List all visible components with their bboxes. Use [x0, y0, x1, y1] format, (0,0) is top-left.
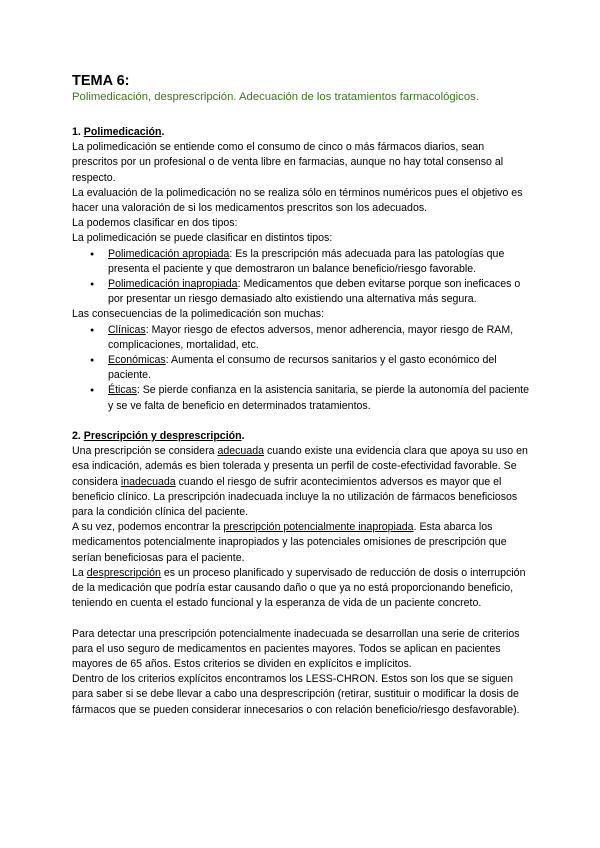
paragraph: La polimedicación se puede clasificar en distintos tipos: — [72, 232, 333, 245]
spacer — [72, 414, 530, 429]
list-item-text: : Mayor riesgo de efectos adversos, menor adherencia, mayor riesgo de RAM, complicaciones, mortalidad, etc. — [108, 323, 514, 351]
list-item-term: Polimedicación inapropiada — [108, 278, 238, 291]
section-1-number: 1. — [72, 126, 84, 138]
types-list — [72, 247, 530, 308]
term-inadecuada: inadecuada — [120, 475, 176, 488]
section-2-dot: . — [241, 430, 245, 443]
section-1-title: Polimedicación — [83, 126, 162, 138]
consequences-list — [72, 323, 530, 414]
list-item — [108, 383, 530, 413]
paragraph — [72, 520, 530, 566]
section-1-dot: . — [161, 126, 165, 138]
term-desprescripcion: desprescripción — [86, 566, 161, 579]
list-item-text: : Aumenta el consumo de recursos sanitarios y el gasto económico del paciente. — [108, 354, 497, 382]
term-prescripcion-potencialmente-inapropiada: prescripción potencialmente inapropiada — [223, 521, 414, 534]
text-run: cuando existe una evidencia clara que apoya su uso en esa indicación, además es bien tolerada y presenta un perfil de coste-efectividad favorable. Se considera — [72, 445, 528, 488]
list-item-term: Polimedicación apropiada — [108, 247, 230, 260]
list-item-term: Económicas — [108, 354, 166, 367]
spacer — [72, 611, 530, 626]
section-2-title: Prescripción y desprescripción — [83, 430, 242, 443]
list-item — [108, 353, 530, 383]
paragraph: La evaluación de la polimedicación no se realiza sólo en términos numéricos pues el objetivo es hacer una valoración de si los medicamentos prescritos son los adecuados. — [72, 186, 523, 215]
section-1-heading — [72, 125, 530, 140]
paragraph: La polimedicación se entiende como el consumo de cinco o más fármacos diarios, sean prescritos por un profesional o de venta libre en farmacias, aunque no hay total consenso al respecto. — [72, 141, 504, 184]
page-subtitle: Polimedicación, desprescripción. Adecuación de los tratamientos farmacológicos. — [72, 91, 479, 103]
list-item-text: : Se pierde confianza en la asistencia sanitaria, se pierde la autonomía del paciente y se ve falta de beneficio en determinados tratamientos. — [108, 384, 530, 412]
list-item — [108, 247, 530, 277]
list-item-text: : Medicamentos que deben evitarse porque son ineficaces o por presentar un riesgo demasiado alto existiendo una alternativa más segura. — [108, 278, 521, 306]
text-run: es un proceso planificado y supervisado de reducción de dosis o interrupción de la medicación que podría estar causando daño o que ya no está proporcionando beneficio, teniendo en cuenta el estado funcional y la esperanza de vida de un paciente concreto. — [72, 566, 526, 610]
page-title: TEMA 6: — [72, 73, 130, 89]
paragraph: Dentro de los criterios explícitos encontramos los LESS-CHRON. Estos son los que se siguen para saber si se debe llevar a cabo una desprescripción (retirar, sustituir o modificar la dosis de fármacos que se pueden considerar innecesarios o con relación beneficio/riesgo desfavorable). — [72, 673, 520, 716]
text-run: cuando el riesgo de sufrir acontecimientos adversos es mayor que el beneficio clínico. La prescripción inadecuada incluye la no utilización de fármacos beneficiosos para la condición clínica del paciente. — [72, 475, 518, 519]
list-item — [108, 277, 530, 307]
paragraph — [72, 566, 530, 612]
text-run: La — [72, 566, 87, 579]
text-run: A su vez, podemos encontrar la — [72, 521, 224, 534]
term-adecuada: adecuada — [217, 445, 264, 458]
paragraph: Las consecuencias de la polimedicación son muchas: — [72, 308, 325, 321]
paragraph — [72, 444, 530, 520]
list-item — [108, 323, 530, 353]
paragraph: Para detectar una prescripción potencialmente inadecuada se desarrollan una serie de criterios para el uso seguro de medicamentos en pacientes mayores. Todos se aplican en pacientes mayores de 65 años. Estos criterios se dividen en explícitos e implícitos. — [72, 627, 520, 671]
text-run: Una prescripción se considera — [72, 445, 218, 458]
document-page — [72, 72, 530, 718]
list-item-term: Clínicas — [108, 323, 146, 336]
paragraph: La podemos clasificar en dos tipos: — [72, 217, 238, 230]
section-2-number: 2. — [72, 430, 84, 443]
text-run: . Esta abarca los medicamentos potencialmente inapropiados y las potenciales omisiones de prescripción que serían beneficiosas para el paciente. — [72, 521, 507, 564]
section-2-heading — [72, 429, 530, 444]
list-item-text: : Es la prescripción más adecuada para las patologías que presenta el paciente y que demostraron un balance beneficio/riesgo favorable. — [108, 247, 505, 275]
list-item-term: Éticas — [108, 384, 137, 397]
